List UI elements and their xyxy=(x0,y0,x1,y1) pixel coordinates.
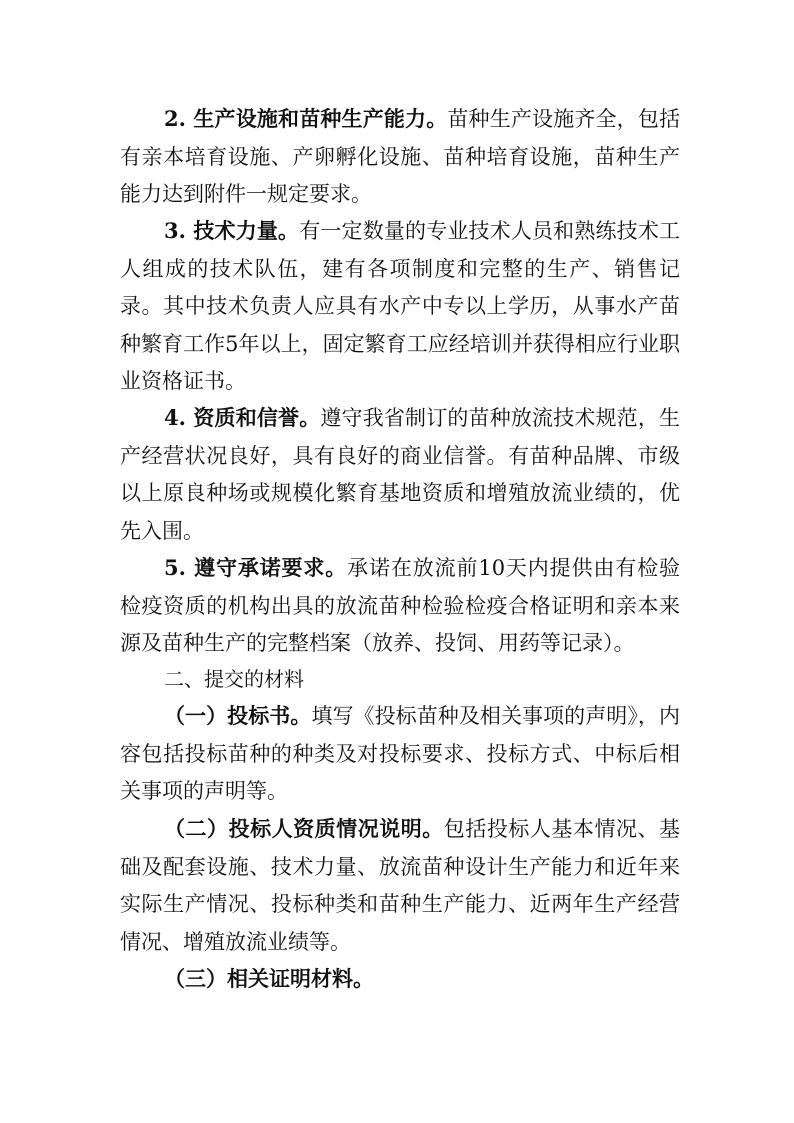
paragraph-lead: 2. 生产设施和苗种生产能力。 xyxy=(164,106,448,131)
paragraph-lead: （一）投标书。 xyxy=(164,704,312,728)
section-heading: 二、提交的材料 xyxy=(164,667,304,691)
paragraph-body: 包括投标人基本情况、基础及配套设施、技术力量、放流苗种设计生产能力和近年来实际生产情况、投标种类和苗种生产能力、近两年生产经营情况、增殖放流业绩等。 xyxy=(120,817,681,954)
paragraph-facilities xyxy=(120,100,680,214)
paragraph-lead: 3. 技术力量。 xyxy=(164,218,300,243)
paragraph-body: 填写《投标苗种及相关事项的声明》，内容包括投标苗种的种类及对投标要求、投标方式、中标后相关事项的声明等。 xyxy=(120,704,680,803)
paragraph-proof-materials xyxy=(120,961,680,999)
paragraph-body: 有一定数量的专业技术人员和熟练技术工人组成的技术队伍，建有各项制度和完整的生产、销售记录。其中技术负责人应具有水产中专以上学历，从事水产苗种繁育工作5年以上，固定繁育工应经培训并获得相应行业职业资格证书。 xyxy=(120,219,681,393)
paragraph-commitment xyxy=(120,549,680,663)
paragraph-qualification xyxy=(120,399,680,550)
paragraph-lead: 5. 遵守承诺要求。 xyxy=(164,555,348,580)
paragraph-bidder-qualification xyxy=(120,811,680,961)
paragraph-lead: 4. 资质和信誉。 xyxy=(164,405,321,430)
paragraph-lead: （二）投标人资质情况说明。 xyxy=(164,817,444,841)
paragraph-lead: （三）相关证明材料。 xyxy=(164,967,374,991)
paragraph-bid-document xyxy=(120,698,680,811)
paragraph-body: 承诺在放流前10天内提供由有检验检疫资质的机构出具的放流苗种检验检疫合格证明和亲本来源及苗种生产的完整档案（放养、投饲、用药等记录）。 xyxy=(120,556,680,655)
paragraph-body: 苗种生产设施齐全，包括有亲本培育设施、产卵孵化设施、苗种培育设施，苗种生产能力达到附件一规定要求。 xyxy=(120,107,681,206)
paragraph-technical xyxy=(120,212,680,401)
paragraph-body: 遵守我省制订的苗种放流技术规范，生产经营状况良好，具有良好的商业信誉。有苗种品牌、市级以上原良种场或规模化繁育基地资质和增殖放流业绩的，优先入围。 xyxy=(120,406,681,543)
